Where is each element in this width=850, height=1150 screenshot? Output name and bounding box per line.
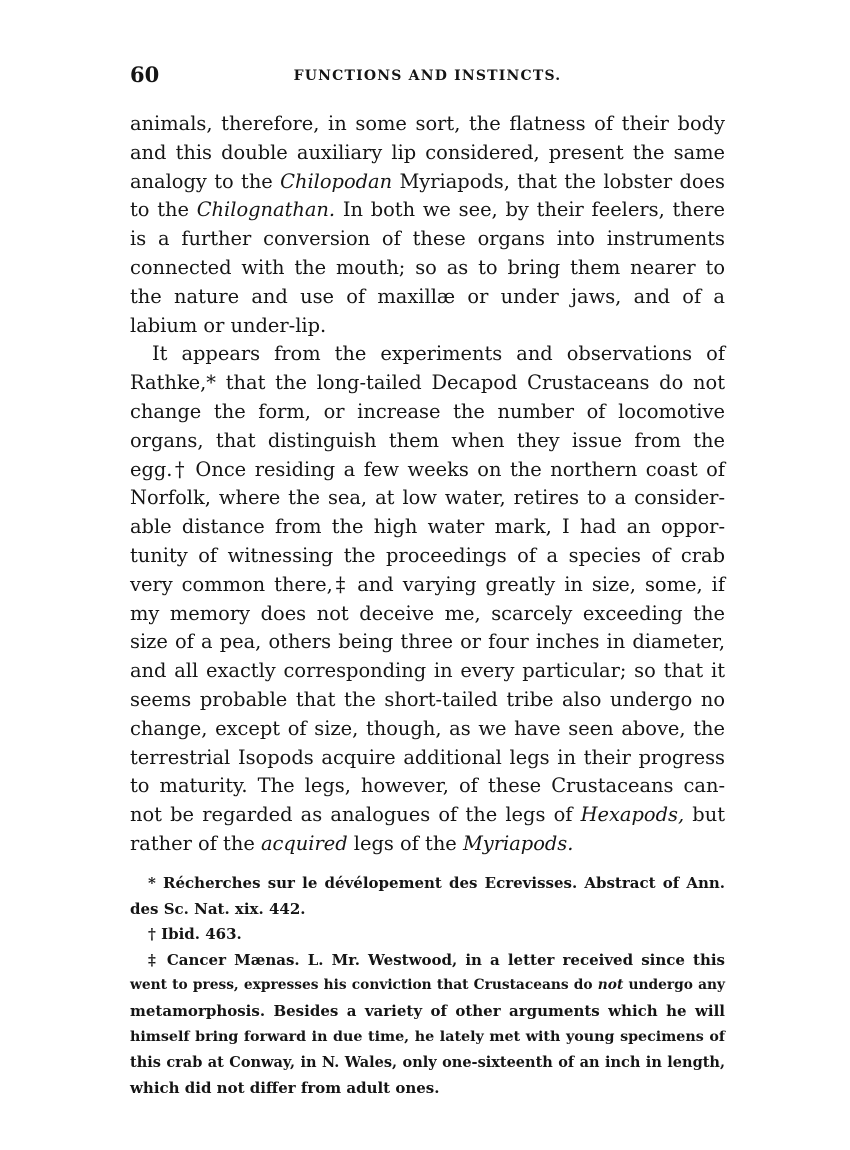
text-line: It appears from the experiments and observations of <box>152 342 725 366</box>
text-run: In both we see, by their feelers, there <box>335 198 725 222</box>
footnotes <box>130 871 725 1101</box>
text-line: animals, therefore, in some sort, the flatness of their body <box>130 112 725 135</box>
italic-term: Chilopodan <box>280 169 393 193</box>
text-run: undergo any <box>623 977 725 994</box>
text-line: my memory does not deceive me, scarcely exceeding the <box>130 601 725 625</box>
italic-term: Hexapods, <box>580 803 685 827</box>
text-run: but <box>684 803 725 827</box>
text-run: went to press, expresses his conviction that Crustaceans do <box>130 977 598 994</box>
footnote-line: ‡ Cancer Mænas. L. Mr. Westwood, in a letter received since this <box>148 950 725 969</box>
text-line: terrestrial Isopods acquire additional legs in their progress <box>130 745 725 769</box>
footnote-line: * Récherches sur le dévélopement des Ecrevisses. Abstract of Ann. <box>148 874 725 892</box>
italic-term: acquired <box>260 831 348 855</box>
footnote-2 <box>130 922 725 948</box>
running-head: FUNCTIONS AND INSTINCTS. <box>293 68 562 84</box>
text-line: the nature and use of maxillæ or under jaws, and of a <box>130 284 725 308</box>
text-line <box>130 830 725 859</box>
italic-term: Chilognathan. <box>196 198 336 222</box>
italic-term: not <box>597 977 624 994</box>
text-line: change, except of size, though, as we have seen above, the <box>130 716 725 740</box>
body-text <box>130 110 725 859</box>
footnote-1 <box>130 871 725 922</box>
footnote-line: which did not differ from adult ones. <box>130 1078 440 1097</box>
text-line: connected with the mouth; so as to bring them nearer to <box>130 255 725 279</box>
text-run: analogy to the <box>130 169 281 193</box>
italic-term: Myriapods. <box>462 831 574 855</box>
footnote-line: himself bring forward in due time, he lately met with young specimens of <box>130 1028 725 1045</box>
text-run: not be regarded as analogues of the legs of <box>130 803 581 827</box>
text-line: labium or under-lip. <box>130 313 327 337</box>
text-line: egg.† Once residing a few weeks on the northern coast of <box>130 457 725 481</box>
text-run: legs of the <box>347 831 463 855</box>
text-line: Norfolk, where the sea, at low water, retires to a consider- <box>130 486 725 510</box>
text-line: seems probable that the short-tailed tribe also undergo no <box>130 687 725 711</box>
text-line: to maturity. The legs, however, of these Crustaceans can- <box>130 774 725 798</box>
footnote-line: metamorphosis. Besides a variety of other arguments which he will <box>130 1001 725 1020</box>
text-line: organs, that distinguish them when they issue from the <box>130 428 725 452</box>
footnote-line <box>130 973 725 999</box>
paragraph-2 <box>130 340 725 858</box>
text-run: Myriapods, that the lobster does <box>392 169 725 193</box>
text-line <box>130 801 725 830</box>
text-line: size of a pea, others being three or four inches in diameter, <box>130 630 725 654</box>
footnote-3 <box>130 948 725 1102</box>
text-line <box>130 196 725 225</box>
text-line: and all exactly corresponding in every particular; so that it <box>130 659 725 683</box>
text-run: rather of the <box>130 831 261 855</box>
page-header <box>130 62 725 92</box>
text-line: tunity of witnessing the proceedings of a species of crab <box>130 543 725 567</box>
paragraph-1 <box>130 110 725 340</box>
text-line: and this double auxiliary lip considered, present the same <box>130 140 725 164</box>
text-line: change the form, or increase the number of locomotive <box>130 399 725 423</box>
page-number: 60 <box>130 62 160 87</box>
text-line: able distance from the high water mark, I had an oppor- <box>130 515 725 539</box>
text-run: to the <box>130 198 197 222</box>
footnote-line: des Sc. Nat. xix. 442. <box>130 899 306 918</box>
text-line: Rathke,* that the long-tailed Decapod Crustaceans do not <box>130 371 725 395</box>
text-line: is a further conversion of these organs into instruments <box>130 227 725 251</box>
text-line: very common there,‡ and varying greatly in size, some, if <box>130 572 725 596</box>
text-line <box>130 168 725 197</box>
footnote-line: this crab at Conway, in N. Wales, only one-sixteenth of an inch in length, <box>130 1054 725 1072</box>
footnote-line: † Ibid. 463. <box>148 925 242 944</box>
